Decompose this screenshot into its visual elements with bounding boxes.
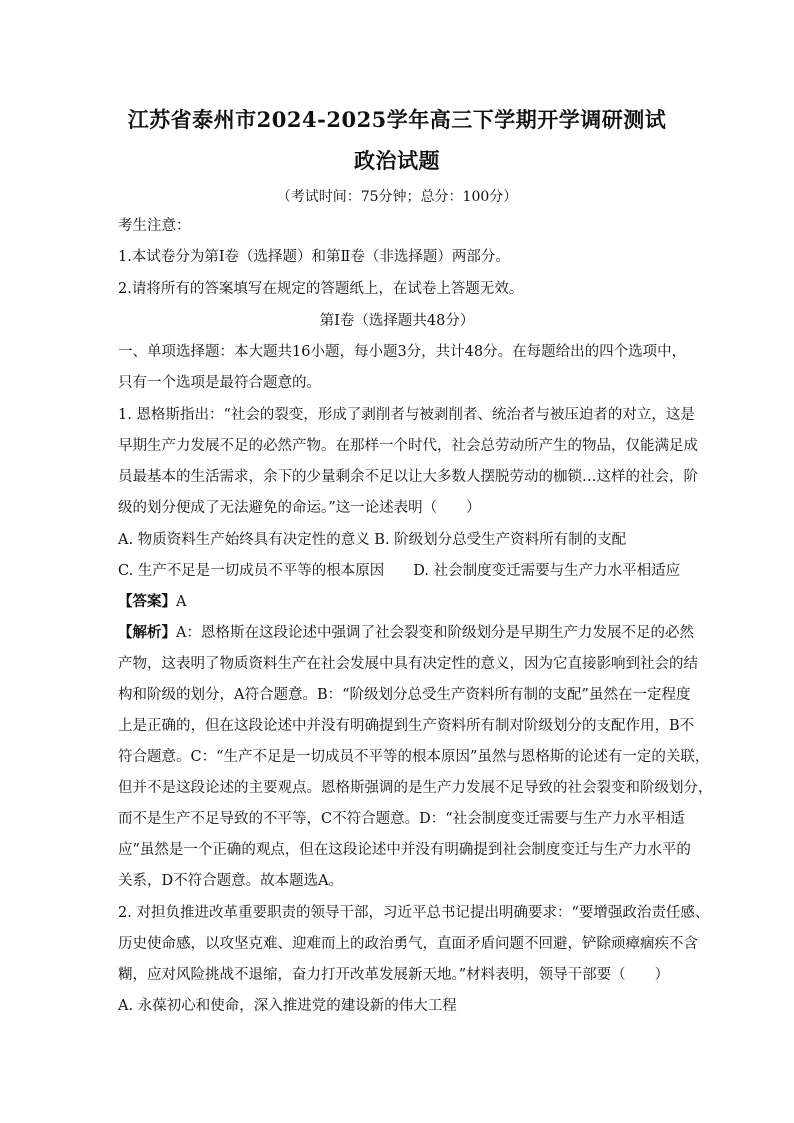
question-2-stem-line: 糊，应对风险挑战不退缩，奋力打开改革发展新天地。”材料表明，领导干部要（ ）	[118, 967, 670, 983]
question-1-options-row: C. 生产不足是一切成员不平等的根本原因 D. 社会制度变迁需要与生产力水平相适应	[118, 563, 681, 579]
question-1-stem-line: 员最基本的生活需求，余下的少量剩余不足以让大多数人摆脱劳动的枷锁…这样的社会，阶	[118, 469, 698, 485]
answer-label: 【答案】	[118, 593, 176, 610]
page-subtitle: 政治试题	[354, 148, 440, 173]
question-1-analysis-line: 符合题意。C：“生产不足是一切成员不平等的根本原因”虽然与恩格斯的论述有一定的关联，	[118, 749, 710, 765]
answer-value: A	[176, 594, 187, 610]
exam-info: （考试时间：75分钟；总分：100分）	[276, 189, 518, 205]
question-1-analysis-line: 上是正确的，但在这段论述中并没有明确提到生产资料所有制对阶级划分的支配作用，B不	[118, 718, 695, 734]
question-1-analysis-line: 构和阶级的划分，A符合题意。B：“阶级划分总受生产资料所有制的支配”虽然在一定程度	[118, 687, 691, 703]
section-intro-line: 一、单项选择题：本大题共16小题，每小题3分，共计48分。在每题给出的四个选项中，	[118, 344, 687, 360]
question-1-analysis-line: 关系，D不符合题意。故本题选A。	[118, 873, 344, 889]
question-1-analysis-line: 产物，这表明了物质资料生产在社会发展中具有决定性的意义，因为它直接影响到社会的结	[118, 656, 698, 672]
analysis-label: 【解析】	[118, 624, 176, 641]
question-2-option-a: A. 永葆初心和使命，深入推进党的建设新的伟大工程	[118, 998, 457, 1014]
question-1-stem-line: 级的划分便成了无法避免的命运。”这一论述表明（ ）	[118, 500, 481, 516]
question-1-analysis-line: 【解析】A：恩格斯在这段论述中强调了社会裂变和阶级划分是早期生产力发展不足的必然	[118, 624, 694, 641]
question-1-stem-line: 早期生产力发展不足的必然产物。在那样一个时代，社会总劳动所产生的物品，仅能满足成	[118, 438, 698, 454]
question-2-stem-line: 历史使命感，以攻坚克难、迎难而上的政治勇气，直面矛盾问题不回避，铲除顽瘴痼疾不含	[118, 936, 698, 952]
question-1-options-row: A. 物质资料生产始终具有决定性的意义 B. 阶级划分总受生产资料所有制的支配	[118, 532, 627, 548]
question-1-answer	[118, 592, 678, 612]
question-1-analysis-line: 而不是生产不足导致的不平等，C不符合题意。D：“社会制度变迁需要与生产力水平相适	[118, 811, 685, 827]
section-intro-line: 只有一个选项是最符合题意的。	[118, 375, 321, 391]
section-title: 第Ⅰ卷（选择题共48分）	[319, 313, 475, 329]
question-1-analysis-line: 应”虽然是一个正确的观点，但在这段论述中并没有明确提到社会制度变迁与生产力水平的	[118, 842, 691, 858]
question-2-stem-line: 2. 对担负推进改革重要职责的领导干部，习近平总书记提出明确要求：“要增强政治责任感、	[118, 905, 710, 921]
question-1-stem-line: 1. 恩格斯指出：“社会的裂变，形成了剥削者与被剥削者、统治者与被压迫者的对立，这是	[118, 407, 695, 423]
page-title: 江苏省泰州市2024-2025学年高三下学期开学调研测试	[127, 107, 667, 132]
question-1-analysis-line: 但并不是这段论述的主要观点。恩格斯强调的是生产力发展不足导致的社会裂变和阶级划分，	[118, 780, 713, 796]
notice-item: 2.请将所有的答案填写在规定的答题纸上，在试卷上答题无效。	[118, 281, 524, 297]
notice-item: 1.本试卷分为第Ⅰ卷（选择题）和第Ⅱ卷（非选择题）两部分。	[118, 249, 510, 265]
notice-heading: 考生注意：	[118, 218, 191, 234]
